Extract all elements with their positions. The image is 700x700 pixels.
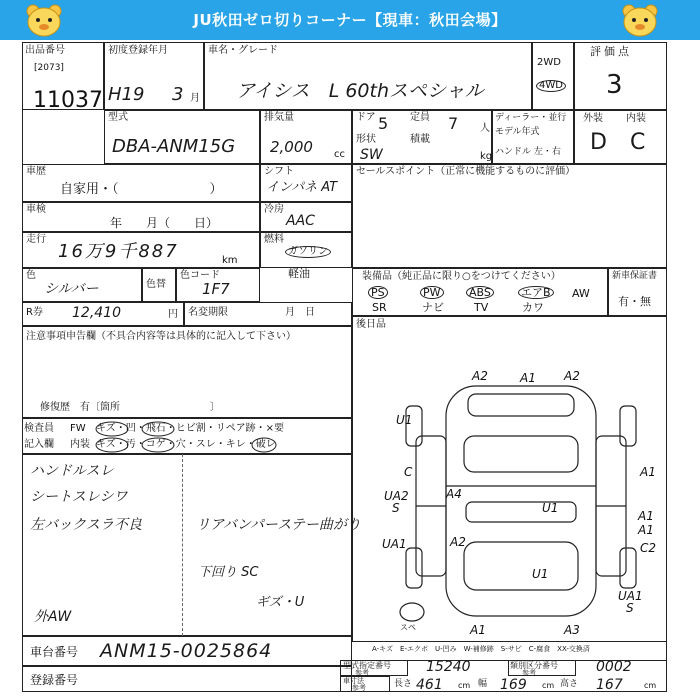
mark-ua1-left: UA1 [382,537,407,551]
color-swap-label: 色替 [146,279,166,290]
model-year-label: モデル年式 [495,127,540,137]
car-damage-diagram [352,316,667,642]
handle-label: ハンドル 左・右 [495,147,561,157]
remark-7: 外AW [34,609,72,625]
history-value: 自家用・（ ） [60,182,223,197]
equip-abs: ABS [466,286,494,299]
width-label: 幅 [478,679,488,689]
equip-leather: カワ [522,301,544,314]
mark-a1-front: A1 [520,371,536,385]
class-no-value: 0002 [596,659,632,675]
lot-sub: [2073] [34,63,64,73]
reg-no-label: 登録番号 [30,673,79,687]
chassis-value: ANM15-0025864 [100,640,273,662]
equip-airbag: エアB [518,286,554,299]
history-label: 車歴 [26,166,46,177]
length-label: 長さ [394,679,413,689]
load-unit: kg [480,151,493,162]
registration-month: 3 [172,84,184,105]
doors-label: ドア [356,112,376,123]
remark-3: 左バックスラ不良 [30,517,142,533]
model-label: 車名・グレード [208,45,278,56]
mark-a2-left: A2 [450,535,466,549]
remark-6: ギズ・U [256,595,305,610]
height-value: 167 [596,677,623,693]
recycle-label: R券 [26,307,43,318]
inspect-int: 内装 [70,439,90,450]
shaken-label: 車検 [26,204,46,215]
height-label: 高さ [560,679,579,689]
inspect-fw: FW [70,423,86,434]
equip-sr: SR [372,301,387,314]
damage-marks [382,369,656,637]
drive-2wd: 2WD [537,57,561,68]
shape-value: SW [360,147,383,163]
size-ref: 参考 [352,684,366,692]
inspect-fw-items: キズ・凹・飛石・ヒビ割・リペア跡・×要 [96,423,284,434]
displacement-label: 排気量 [264,112,294,123]
notes-label: 注意事項申告欄（不具合内容等は具体的に記入して下さい） [26,331,296,342]
dealer-label: ディーラー・並行 [495,113,567,123]
mark-s-left: S [392,501,400,515]
capacity-label: 定員 [410,112,430,123]
remark-5: 下回り SC [198,565,259,580]
selling-points-box [352,164,667,268]
equip-aw: AW [572,287,590,300]
mark-ua1-right: UA1 [618,589,643,603]
mileage-unit: km [222,255,238,266]
lot-number: 11037 [33,88,103,113]
equipment-label: 装備品（純正品に限り○をつけてください） [362,271,561,282]
width-unit: cm [542,681,555,690]
spare-tire-label: スペ [400,623,416,632]
registration-label: 初度登録年月 [108,45,168,56]
mark-ua2: UA2 [384,489,409,503]
class-no-ref: 参考 [522,669,536,677]
size-label: 車寸法 [343,677,364,685]
diagram-legend: A-キズ E-エクボ U-凹み W-補修跡 S-サビ C-腐食 XX-交換済 [372,645,590,653]
inspector-label-2: 記入欄 [24,439,54,450]
shift-value: インパネ AT [266,180,338,195]
remark-2: シートスレシワ [30,489,128,505]
capacity-value: 7 [448,114,459,133]
model-no-value: 15240 [426,659,471,675]
shaken-value: 年 月（ 日） [110,216,219,230]
mark-c-left: C [404,465,413,479]
page-title: JU秋田ゼロ切りコーナー【現車：秋田会場】 [193,11,507,29]
color-value: シルバー [44,281,99,297]
inspection-scribbles [90,418,352,454]
model-value: アイシス L 60thスペシャル [236,80,484,102]
inspect-int-items: キズ・汚・コゲ・穴・スレ・キレ・破レ [96,439,276,450]
mark-a1-right-3: A1 [638,523,654,537]
registration-month-unit: 月 [190,93,200,104]
doors-value: 5 [378,114,389,133]
mark-a1-rear: A1 [470,623,486,637]
bear-mascot-left-icon [22,2,66,38]
after-day-label: 後日品 [356,319,386,330]
fuel-gasoline: ガソリン [285,246,331,258]
recycle-unit: 円 [168,309,178,320]
mark-u1-center: U1 [542,501,559,515]
deadline-label: 名変期限 [188,307,228,318]
displacement-value: 2,000 [270,138,313,156]
grade-label: 評価点 [590,45,632,58]
load-label: 積載 [410,134,430,145]
height-unit: cm [644,681,657,690]
bear-mascot-right-icon [618,2,662,38]
model-no-ref: 参考 [355,669,369,677]
remarks-divider [182,454,183,636]
mark-a1-right-2: A1 [638,509,654,523]
displacement-unit: cc [334,149,345,160]
model-no-label: 型式指定番号 [343,661,391,670]
width-value: 169 [500,677,527,693]
int-label: 内装 [626,113,646,124]
warranty-label: 新車保証書 [612,271,658,281]
mileage-value: 16万9千887 [58,241,179,262]
mark-u1-left-front: U1 [396,413,413,427]
warranty-value: 有・無 [618,295,651,308]
equip-pw: PW [420,286,444,299]
drive-4wd: 4WD [536,80,566,92]
ext-label: 外装 [583,113,603,124]
mark-s-right: S [626,601,634,615]
selling-points-label: セールスポイント（正常に機能するものに評価） [356,166,576,177]
fuel-label: 燃料 [264,234,284,245]
length-unit: cm [458,681,471,690]
mark-a2-front-left: A2 [472,369,488,383]
repair-history: 修復歴 有〔箇所 〕 [40,402,220,413]
int-grade: C [630,130,646,155]
remark-4: リアバンパーステー曲がり [196,517,361,533]
type-label: 型式 [108,112,128,123]
mark-u1-rear: U1 [532,567,549,581]
type-value: DBA-ANM15G [112,136,236,157]
lot-label: 出品番号 [25,45,65,56]
equip-ps: PS [368,286,388,299]
mark-a3-rear: A3 [564,623,580,637]
fuel-diesel: 軽油 [288,267,310,280]
capacity-unit: 人 [480,123,490,134]
remark-1: ハンドルスレ [30,463,114,479]
grade-value: 3 [606,70,623,100]
inspector-label-1: 検査員 [24,423,54,434]
equip-tv: TV [474,301,489,314]
aircon-label: 冷房 [264,204,284,215]
shape-label: 形状 [356,134,376,145]
class-no-label: 類別区分番号 [510,661,558,670]
equip-navi: ナビ [422,301,444,314]
length-value: 461 [416,677,443,693]
mark-a1-right: A1 [640,465,656,479]
chassis-label: 車台番号 [30,645,79,659]
mark-a4: A4 [446,487,462,501]
ext-grade: D [590,130,607,155]
color-label: 色 [26,270,36,281]
registration-era: H19 [108,84,145,105]
mark-a2-front-right: A2 [564,369,580,383]
drive-box [532,42,574,110]
shift-label: シフト [264,166,294,177]
aircon-value: AAC [286,213,315,229]
color-code-label: 色コード [180,270,220,281]
mark-c2: C2 [640,541,657,555]
color-code-value: 1F7 [202,280,230,298]
deadline-value: 月 日 [285,307,315,318]
car-body-outline [446,386,596,616]
recycle-value: 12,410 [72,305,121,321]
mileage-label: 走行 [26,234,46,245]
